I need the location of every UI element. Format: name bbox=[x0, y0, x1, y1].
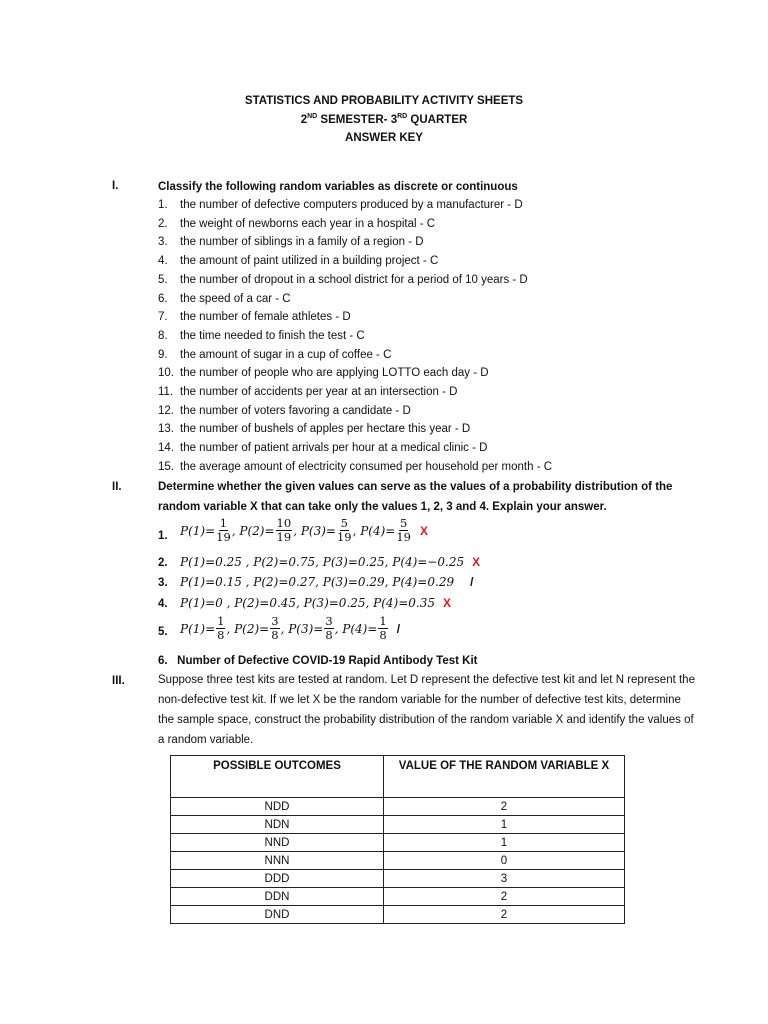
value-cell: 1 bbox=[384, 816, 625, 834]
value-cell: 2 bbox=[384, 888, 625, 906]
list-item-text: the number of defective computers produced by a manufacturer - D bbox=[180, 199, 523, 211]
prob-item-5: P(1)= $\frac{1}{8}$ , P(2)= $\frac{3}{8}$ , P(3)= $\frac{3}{8}$ , P(4)= $\frac{1}{8}$ / bbox=[180, 614, 401, 642]
section1-roman: I. bbox=[112, 180, 119, 192]
list-item bbox=[158, 274, 528, 286]
table-header-row bbox=[171, 756, 625, 798]
list-item-number: 7. bbox=[158, 311, 168, 324]
table-row bbox=[171, 798, 625, 816]
table-row bbox=[171, 852, 625, 870]
list-item-number: 8. bbox=[158, 329, 168, 342]
distribution-table bbox=[170, 755, 625, 924]
section1-title: Classify the following random variables as discrete or continuous bbox=[158, 181, 518, 193]
list-item-number: 3. bbox=[158, 236, 168, 249]
list-item-number: 4. bbox=[158, 255, 168, 268]
wrong-mark-icon: X bbox=[443, 596, 452, 610]
prob-item-3-num: 3. bbox=[158, 577, 168, 589]
value-cell: 3 bbox=[384, 870, 625, 888]
prob-item-5-num: 5. bbox=[158, 626, 168, 638]
list-item bbox=[158, 218, 435, 230]
list-item-number: 14. bbox=[158, 442, 174, 455]
table-body bbox=[171, 798, 625, 924]
outcome-cell: NND bbox=[171, 834, 384, 852]
list-item-text: the number of siblings in a family of a region - D bbox=[180, 236, 424, 249]
list-item-text: the number of patient arrivals per hour at a medical clinic - D bbox=[180, 442, 488, 455]
list-item-text: the number of dropout in a school district for a period of 10 years - D bbox=[180, 273, 528, 286]
list-item-text: the speed of a car - C bbox=[180, 292, 291, 305]
wrong-mark-icon: X bbox=[420, 523, 429, 538]
col-header-outcomes: POSSIBLE OUTCOMES bbox=[171, 756, 384, 798]
outcome-cell: DDN bbox=[171, 888, 384, 906]
value-cell: 2 bbox=[384, 798, 625, 816]
list-item-text: the amount of sugar in a cup of coffee - C bbox=[180, 348, 392, 361]
list-item-number: 1. bbox=[158, 199, 168, 211]
list-item bbox=[158, 386, 457, 398]
prob-item-2: P(1)=0.25 , P(2)=0.75, P(3)=0.25, P(4)=−0.25 X bbox=[180, 555, 481, 569]
prob-item-1-num: 1. bbox=[158, 530, 168, 542]
section2-title: Determine whether the given values can serve as the values of a probability distribution of the random variable X that can take only the values 1, 2, 3 and 4. Explain your answer. bbox=[158, 481, 673, 513]
list-item bbox=[158, 461, 552, 473]
list-item bbox=[158, 442, 487, 454]
wrong-mark-icon: X bbox=[472, 555, 481, 569]
list-item-number: 11. bbox=[158, 386, 174, 398]
table-row bbox=[171, 870, 625, 888]
outcome-cell: NDD bbox=[171, 798, 384, 816]
list-item-number: 2. bbox=[158, 217, 168, 230]
list-item-number: 15. bbox=[158, 460, 174, 473]
outcome-cell: DND bbox=[171, 906, 384, 924]
list-item-text: the number of bushels of apples per hectare this year - D bbox=[180, 423, 471, 436]
value-cell: 0 bbox=[384, 852, 625, 870]
list-item-number: 9. bbox=[158, 348, 168, 361]
list-item-text: the time needed to finish the test - C bbox=[180, 329, 365, 342]
list-item bbox=[158, 330, 365, 342]
semester-line: 2ND SEMESTER- 3RD QUARTER bbox=[300, 113, 468, 126]
list-item-text: the number of female athletes - D bbox=[180, 311, 351, 324]
list-item-number: 5. bbox=[158, 273, 168, 286]
list-item-text: the number of voters favoring a candidate - D bbox=[180, 404, 411, 417]
document-title: STATISTICS AND PROBABILITY ACTIVITY SHEETS bbox=[244, 95, 524, 107]
list-item-number: 6. bbox=[158, 292, 168, 305]
outcome-cell: NDN bbox=[171, 816, 384, 834]
list-item bbox=[158, 367, 489, 379]
list-item-text: the amount of paint utilized in a building project - C bbox=[180, 255, 439, 268]
list-item-text: the weight of newborns each year in a hospital - C bbox=[180, 217, 436, 230]
list-item-text: the number of accidents per year at an intersection - D bbox=[180, 386, 458, 398]
table-row bbox=[171, 816, 625, 834]
section2-roman: II. bbox=[112, 481, 122, 493]
list-item-text: the average amount of electricity consumed per household per month - C bbox=[180, 460, 553, 473]
list-item bbox=[158, 349, 391, 361]
list-item bbox=[158, 311, 351, 323]
list-item-text: the number of people who are applying LOTTO each day - D bbox=[180, 367, 489, 380]
prob-item-4-num: 4. bbox=[158, 598, 168, 610]
outcome-cell: NNN bbox=[171, 852, 384, 870]
document-subtitle: ANSWER KEY bbox=[345, 132, 423, 144]
table-row bbox=[171, 906, 625, 924]
outcome-cell: DDD bbox=[171, 870, 384, 888]
prob-item-6: 6. Number of Defective COVID-19 Rapid Antibody Test Kit bbox=[158, 655, 478, 667]
list-item bbox=[158, 255, 438, 267]
list-item bbox=[158, 293, 291, 305]
list-item bbox=[158, 423, 470, 435]
section3-roman: III. bbox=[112, 675, 125, 687]
prob-item-3: P(1)=0.15 , P(2)=0.27, P(3)=0.29, P(4)=0.29 / bbox=[180, 575, 474, 589]
correct-mark-icon: / bbox=[470, 575, 474, 589]
prob-item-2-num: 2. bbox=[158, 557, 168, 569]
list-item bbox=[158, 236, 424, 248]
list-item-number: 10. bbox=[158, 367, 174, 380]
list-item bbox=[158, 199, 523, 211]
list-item-number: 13. bbox=[158, 423, 174, 436]
table-row bbox=[171, 834, 625, 852]
col-header-value: VALUE OF THE RANDOM VARIABLE X bbox=[384, 756, 625, 798]
list-item bbox=[158, 405, 411, 417]
section3-text: Suppose three test kits are tested at random. Let D represent the defective test kit and let N represent the non-defective test kit. If we let X be the random variable for the number of defective test kits, determine the sample space, construct the probability distribution of the random variable X and identify the values of a random variable. bbox=[158, 674, 695, 746]
list-item-number: 12. bbox=[158, 404, 174, 417]
prob-item-1: P(1)= $\frac{1}{19}$ , P(2)= $\frac{10}{19}$ , P(3)= $\frac{5}{19}$ , P(4)= $\frac{5}{19}$ X bbox=[180, 516, 429, 544]
table-row bbox=[171, 888, 625, 906]
value-cell: 2 bbox=[384, 906, 625, 924]
value-cell: 1 bbox=[384, 834, 625, 852]
prob-item-4: P(1)=0 , P(2)=0.45, P(3)=0.25, P(4)=0.35 X bbox=[180, 596, 452, 610]
correct-mark-icon: / bbox=[396, 621, 401, 636]
